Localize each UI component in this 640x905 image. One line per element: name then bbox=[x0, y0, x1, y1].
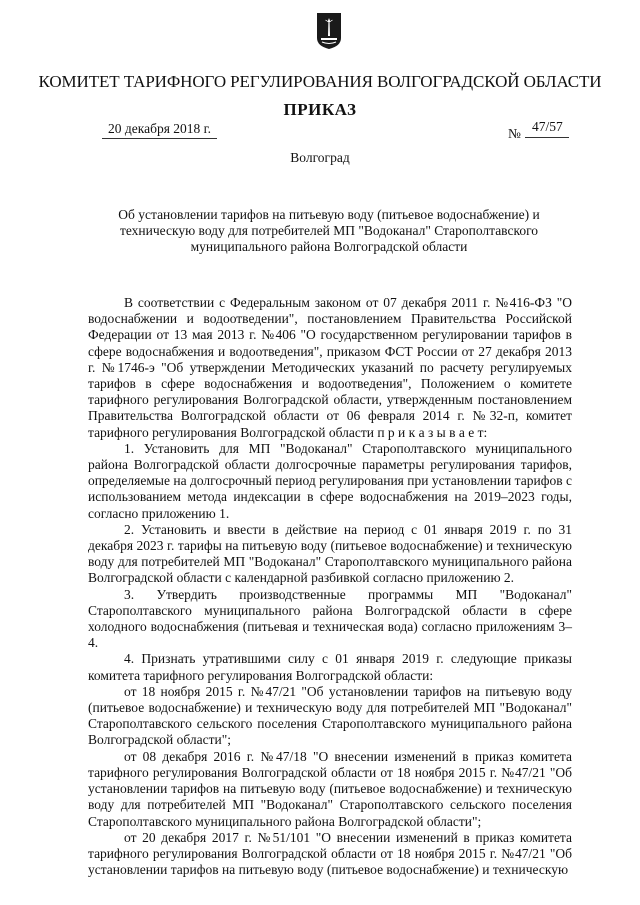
body-paragraph-item-2: 2. Установить и ввести в действие на период с 01 января 2019 г. по 31 декабря 2023 г. тарифы на питьевую воду (питьевое водоснабжение) и техническую воду для потребителей МП "Водоканал" Старополтавского муниципального района Волгоградской области с календарной разбивкой согласно приложению 2. bbox=[88, 521, 572, 586]
body-paragraph-repealed-3: от 20 декабря 2017 г. №51/101 "О внесении изменений в приказ комитета тарифного регулирования Волгоградской области от 18 ноября 2015 г. №47/21 "Об установлении тарифов на питьевую воду (питьевое водоснабжение) и техническую bbox=[88, 829, 572, 878]
date-underline bbox=[102, 138, 217, 139]
body-paragraph-item-4: 4. Признать утратившими силу с 01 января 2019 г. следующие приказы комитета тарифного регулирования Волгоградской области: bbox=[88, 651, 572, 683]
volgograd-emblem-icon bbox=[316, 12, 342, 50]
order-subject: Об установлении тарифов на питьевую воду (питьевое водоснабжение) и техническую воду для потребителей МП "Водоканал" Старополтавского муниципального района Волгоградской области bbox=[118, 207, 540, 254]
body-paragraph-repealed-1: от 18 ноября 2015 г. №47/21 "Об установлении тарифов на питьевую воду (питьевое водоснабжение) и техническую воду для потребителей МП "Водоканал" Старополтавского сельского поселения Старополтавского муниципального района Волгоградской области"; bbox=[88, 683, 572, 748]
body-paragraph-item-3: 3. Утвердить производственные программы МП "Водоканал" Старополтавского муниципального района Волгоградской области в сфере холодного водоснабжения (питьевая и техническая вода) согласно приложениям 3–4. bbox=[88, 586, 572, 651]
number-underline bbox=[525, 137, 569, 138]
city: Волгоград bbox=[290, 150, 350, 165]
order-title: ПРИКАЗ bbox=[283, 100, 357, 119]
body-paragraph-repealed-2: от 08 декабря 2016 г. №47/18 "О внесении изменений в приказ комитета тарифного регулирования Волгоградской области от 18 ноября 2015 г. №47/21 "Об установлении тарифов на питьевую воду (питьевое водоснабжение) и техническую воду для потребителей МП "Водоканал" Старополтавского сельского поселения Старополтавского муниципального района Волгоградской области"; bbox=[88, 748, 572, 829]
body-paragraph-preamble: В соответствии с Федеральным законом от 07 декабря 2011 г. №416-ФЗ "О водоснабжении и водоотведении", постановлением Правительства Российской Федерации от 13 мая 2013 г. №406 "О государственном регулировании тарифов в сфере водоснабжения и водоотведения", приказом ФСТ России от 27 декабря 2013 г. №1746-э "Об утверждении Методических указаний по расчету регулируемых тарифов в сфере водоснабжения и водоотведения", Положением о комитете тарифного регулирования Волгоградской области, утвержденным постановлением Правительства Волгоградской области от 06 февраля 2014 г. №32-п, комитет тарифного регулирования Волгоградской области п р и к а з ы в а е т: bbox=[88, 295, 572, 440]
order-date: 20 декабря 2018 г. bbox=[108, 121, 212, 136]
committee-title: КОМИТЕТ ТАРИФНОГО РЕГУЛИРОВАНИЯ ВОЛГОГРАДСКОЙ ОБЛАСТИ bbox=[38, 72, 602, 91]
order-body bbox=[88, 295, 572, 878]
body-paragraph-item-1: 1. Установить для МП "Водоканал" Старополтавского муниципального района Волгоградской области долгосрочные параметры регулирования тарифов, определяемые на долгосрочный период регулирования при установлении тарифов с использованием метода индексации в сфере водоснабжения на 2019–2023 годы, согласно приложению 1. bbox=[88, 440, 572, 521]
number-sign: № bbox=[508, 126, 521, 141]
order-number: 47/57 bbox=[532, 119, 563, 134]
